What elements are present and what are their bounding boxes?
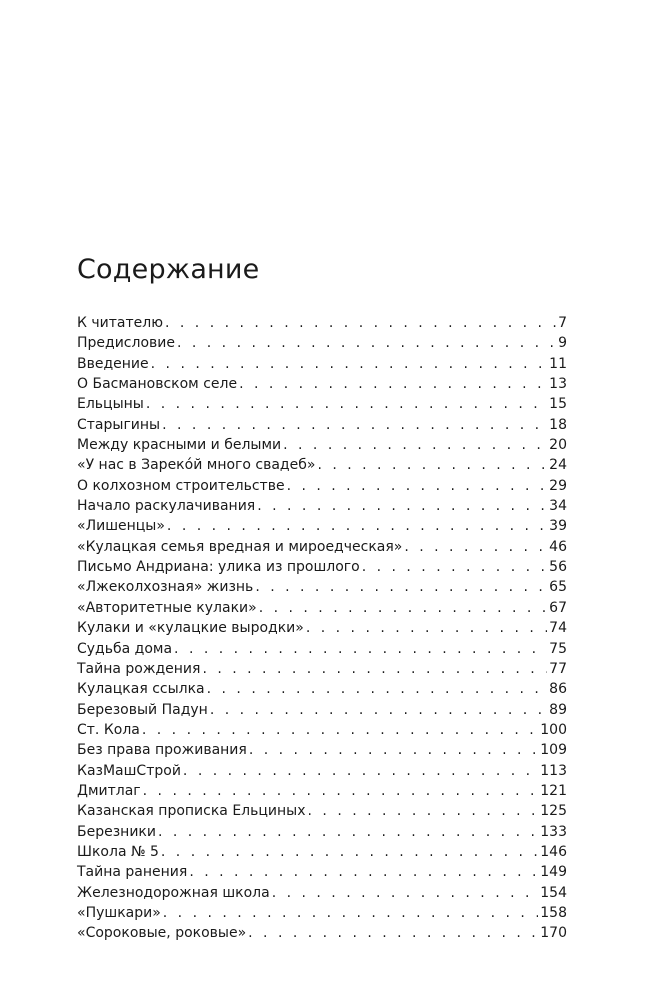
toc-entry-title: Ст. Кола bbox=[77, 721, 140, 738]
toc-dot-leader bbox=[142, 720, 538, 740]
toc-entry-title: «Авторитетные кулаки» bbox=[77, 599, 257, 616]
toc-entry-title: Ельцыны bbox=[77, 396, 144, 413]
toc-dot-leader bbox=[162, 415, 547, 435]
toc-page-number: 9 bbox=[558, 335, 567, 352]
toc-entry[interactable] bbox=[77, 761, 567, 781]
toc-entry-title: КазМашСтрой bbox=[77, 762, 181, 779]
toc-entry[interactable] bbox=[77, 455, 567, 475]
toc-dot-leader bbox=[207, 679, 548, 699]
toc-page-number: 7 bbox=[558, 315, 567, 331]
toc-page-number: 125 bbox=[540, 803, 567, 820]
toc-dot-leader bbox=[404, 537, 547, 557]
toc-entry[interactable] bbox=[77, 354, 567, 374]
toc-entry-title: «Сороковые, роковые» bbox=[77, 925, 247, 942]
toc-dot-leader bbox=[146, 394, 547, 414]
toc-dot-leader bbox=[161, 842, 538, 862]
toc-entry[interactable] bbox=[77, 516, 567, 536]
toc-dot-leader bbox=[158, 822, 538, 842]
toc-entry[interactable] bbox=[77, 781, 567, 801]
toc-entry-title: О колхозном строительстве bbox=[77, 477, 285, 494]
toc-page-number: 75 bbox=[549, 640, 567, 657]
toc-entry[interactable] bbox=[77, 801, 567, 821]
toc-entry[interactable] bbox=[77, 659, 567, 679]
toc-entry-title: «У нас в Зарекóй много свадеб» bbox=[77, 457, 316, 474]
toc-dot-leader bbox=[248, 923, 538, 943]
toc-dot-leader bbox=[239, 374, 547, 394]
toc-entry[interactable] bbox=[77, 700, 567, 720]
toc-page-number: 100 bbox=[540, 721, 567, 738]
toc-entry-title: Письмо Андриана: улика из прошлого bbox=[77, 559, 360, 576]
toc-entry-title: «Лжеколхозная» жизнь bbox=[77, 579, 254, 596]
toc-entry[interactable] bbox=[77, 496, 567, 516]
toc-dot-leader bbox=[272, 883, 539, 903]
toc-entry-title: К читателю bbox=[77, 315, 163, 331]
toc-entry-title: Кулаки и «кулацкие выродки» bbox=[77, 620, 304, 637]
toc-entry-title: Без права проживания bbox=[77, 742, 247, 759]
toc-entry[interactable] bbox=[77, 415, 567, 435]
toc-entry-title: Предисловие bbox=[77, 335, 175, 352]
toc-dot-leader bbox=[255, 577, 547, 597]
toc-entry-title: «Лишенцы» bbox=[77, 518, 165, 535]
toc-page-number: 29 bbox=[549, 477, 567, 494]
toc-page-number: 74 bbox=[549, 620, 567, 637]
toc-dot-leader bbox=[317, 455, 547, 475]
toc-entry[interactable] bbox=[77, 862, 567, 882]
toc-page-number: 170 bbox=[540, 925, 567, 942]
toc-dot-leader bbox=[202, 659, 547, 679]
toc-dot-leader bbox=[257, 496, 547, 516]
toc-dot-leader bbox=[210, 700, 547, 720]
toc-page-number: 11 bbox=[549, 355, 567, 372]
toc-dot-leader bbox=[259, 598, 547, 618]
page-title: Содержание bbox=[77, 254, 260, 285]
toc-entry[interactable] bbox=[77, 476, 567, 496]
toc-entry[interactable] bbox=[77, 639, 567, 659]
toc-entry[interactable] bbox=[77, 923, 567, 943]
toc-dot-leader bbox=[362, 557, 547, 577]
toc-entry[interactable] bbox=[77, 333, 567, 353]
toc-entry[interactable] bbox=[77, 618, 567, 638]
toc-entry[interactable] bbox=[77, 557, 567, 577]
toc-entry[interactable] bbox=[77, 537, 567, 557]
toc-entry-title: Железнодорожная школа bbox=[77, 884, 270, 901]
toc-page-number: 121 bbox=[540, 782, 567, 799]
toc-dot-leader bbox=[177, 333, 556, 353]
toc-page-number: 89 bbox=[549, 701, 567, 718]
toc-page-number: 39 bbox=[549, 518, 567, 535]
toc-entry-title: Тайна рождения bbox=[77, 660, 201, 677]
toc-page-number: 56 bbox=[549, 559, 567, 576]
toc-dot-leader bbox=[283, 435, 547, 455]
toc-page-number: 65 bbox=[549, 579, 567, 596]
toc-page-number: 24 bbox=[549, 457, 567, 474]
toc-page-number: 113 bbox=[540, 762, 567, 779]
toc-entry[interactable] bbox=[77, 842, 567, 862]
toc-dot-leader bbox=[287, 476, 548, 496]
toc-entry-title: «Кулацкая семья вредная и мироедческая» bbox=[77, 538, 403, 555]
toc-entry[interactable] bbox=[77, 374, 567, 394]
toc-entry-title: Дмитлаг bbox=[77, 782, 141, 799]
toc-dot-leader bbox=[143, 781, 539, 801]
toc-dot-leader bbox=[249, 740, 538, 760]
toc-dot-leader bbox=[308, 801, 539, 821]
toc-entry[interactable] bbox=[77, 313, 567, 333]
toc-page-number: 15 bbox=[549, 396, 567, 413]
toc-dot-leader bbox=[165, 313, 556, 333]
toc-entry[interactable] bbox=[77, 394, 567, 414]
toc-entry[interactable] bbox=[77, 577, 567, 597]
toc-entry-title: Березовый Падун bbox=[77, 701, 208, 718]
toc-entry[interactable] bbox=[77, 435, 567, 455]
toc-dot-leader bbox=[163, 903, 538, 923]
table-of-contents bbox=[77, 313, 567, 944]
toc-entry-title: Начало раскулачивания bbox=[77, 498, 256, 515]
toc-page-number: 13 bbox=[549, 376, 567, 393]
toc-entry-title: Школа № 5 bbox=[77, 843, 159, 860]
toc-page-number: 46 bbox=[549, 538, 567, 555]
toc-page-number: 154 bbox=[540, 884, 567, 901]
toc-page-number: 67 bbox=[549, 599, 567, 616]
toc-entry[interactable] bbox=[77, 720, 567, 740]
toc-page-number: 149 bbox=[540, 864, 567, 881]
toc-dot-leader bbox=[167, 516, 547, 536]
toc-entry-title: Судьба дома bbox=[77, 640, 173, 657]
toc-page-number: 20 bbox=[549, 437, 567, 454]
toc-entry[interactable] bbox=[77, 903, 567, 923]
toc-entry-title: Кулацкая ссылка bbox=[77, 681, 205, 698]
toc-page-number: 86 bbox=[549, 681, 567, 698]
toc-entry[interactable] bbox=[77, 598, 567, 618]
toc-entry-title: Введение bbox=[77, 355, 149, 372]
toc-entry[interactable] bbox=[77, 679, 567, 699]
toc-entry[interactable] bbox=[77, 740, 567, 760]
toc-dot-leader bbox=[151, 354, 548, 374]
toc-page-number: 146 bbox=[540, 843, 567, 860]
toc-page-number: 34 bbox=[549, 498, 567, 515]
toc-entry[interactable] bbox=[77, 822, 567, 842]
toc-page-number: 158 bbox=[540, 904, 567, 921]
toc-entry-title: «Пушкари» bbox=[77, 904, 161, 921]
toc-page-number: 133 bbox=[540, 823, 567, 840]
toc-dot-leader bbox=[306, 618, 547, 638]
toc-entry[interactable] bbox=[77, 883, 567, 903]
toc-entry-title: Березники bbox=[77, 823, 156, 840]
toc-dot-leader bbox=[183, 761, 538, 781]
toc-page-number: 109 bbox=[540, 742, 567, 759]
toc-dot-leader bbox=[189, 862, 538, 882]
toc-entry-title: Между красными и белыми bbox=[77, 437, 282, 454]
toc-entry-title: Старыгины bbox=[77, 416, 161, 433]
toc-dot-leader bbox=[174, 639, 547, 659]
toc-page-number: 77 bbox=[549, 660, 567, 677]
toc-page-number: 18 bbox=[549, 416, 567, 433]
toc-entry-title: Казанская прописка Ельциных bbox=[77, 803, 306, 820]
toc-entry-title: Тайна ранения bbox=[77, 864, 188, 881]
toc-entry-title: О Басмановском селе bbox=[77, 376, 238, 393]
